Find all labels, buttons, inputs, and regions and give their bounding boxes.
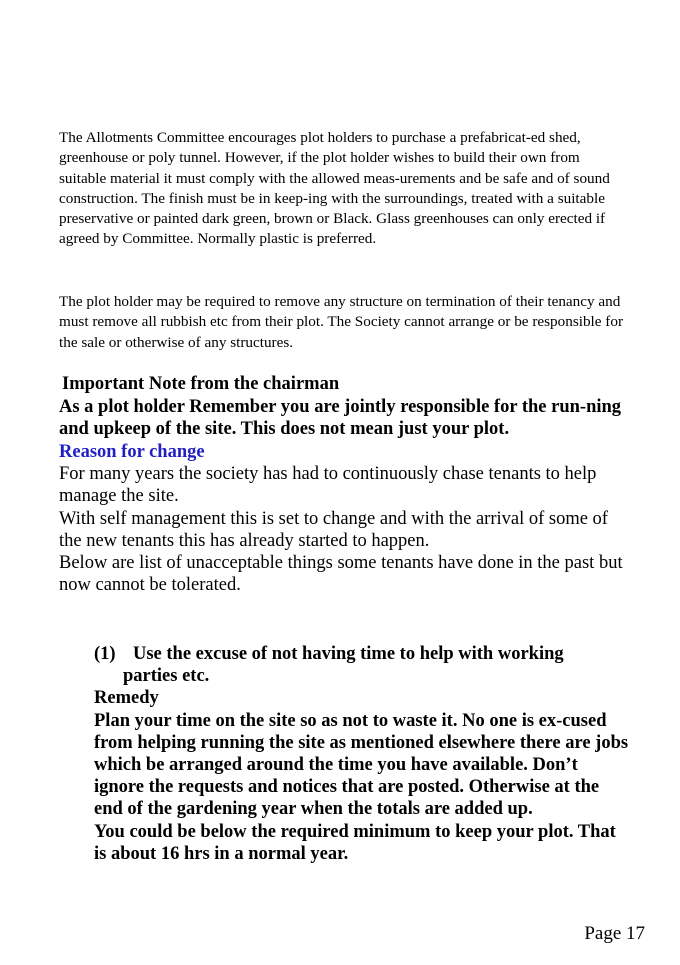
reason-paragraph-2: With self management this is set to change and with the arrival of some of the new tenants this has already started to happen. bbox=[59, 509, 608, 551]
reason-paragraph-3: Below are list of unacceptable things some tenants have done in the past but now cannot be tolerated. bbox=[59, 553, 623, 595]
item-title-line bbox=[94, 643, 629, 665]
item-number: (1) bbox=[94, 644, 116, 664]
paragraph-sheds: The Allotments Committee encourages plot holders to purchase a prefabricat-ed shed, greenhouse or poly tunnel. However, if the plot holder wishes to build their own from suitable material it must comply with the allowed meas-urements and be safe and of sound construction. The finish must be in keep-ing with the surroundings, treated with a suitable preservative or painted dark green, brown or Black. Glass greenhouses can only erected if agreed by Committee. Normally plastic is preferred. bbox=[59, 129, 610, 248]
item-title: Use the excuse of not having time to help with working bbox=[133, 644, 564, 664]
note-body: As a plot holder Remember you are jointly responsible for the run-ning and upkeep of the site. This does not mean just your plot. bbox=[59, 397, 622, 439]
reason-paragraph-1: For many years the society has had to continuously chase tenants to help manage the site. bbox=[59, 464, 597, 506]
page-number: Page 17 bbox=[584, 923, 645, 944]
note-heading: Important Note from the chairman bbox=[62, 374, 340, 394]
list-item bbox=[94, 643, 629, 865]
remedy-text-2: You could be below the required minimum to keep your plot. That is about 16 hrs in a normal year. bbox=[94, 821, 616, 864]
paragraph-structures-removal: The plot holder may be required to remove any structure on termination of their tenancy and must remove all rubbish etc from their plot. The Society cannot arrange or be responsible for the sale or otherwise of any structures. bbox=[59, 293, 624, 351]
reason-heading: Reason for change bbox=[59, 442, 205, 462]
item-title-continued: parties etc. bbox=[123, 666, 210, 687]
remedy-text: Plan your time on the site so as not to waste it. No one is ex-cused from helping running the site as mentioned elsewhere there are jobs which be arranged around the time you have available. Don’t ignore the requests and notices that are posted. Otherwise at the end of the gardening year when the totals are added up. bbox=[94, 710, 629, 820]
remedy-label: Remedy bbox=[94, 688, 159, 709]
